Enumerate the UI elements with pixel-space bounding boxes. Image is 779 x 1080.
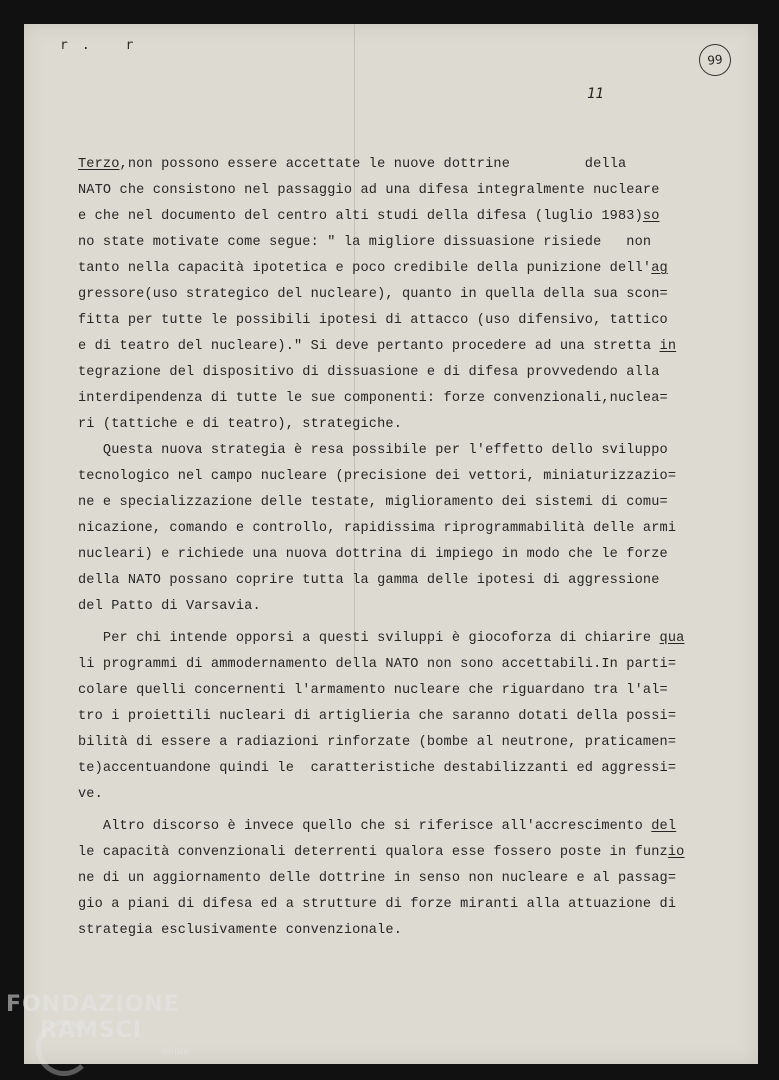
text-line	[78, 308, 744, 334]
text-line	[78, 386, 744, 412]
text-line	[78, 204, 744, 230]
text-line-segment: ve.	[78, 787, 103, 802]
text-line-segment: della NATO possano coprire tutta la gamma delle ipotesi di aggressione	[78, 573, 660, 588]
text-line	[78, 866, 744, 892]
text-line-segment: Per chi intende opporsi a questi sviluppi è giocoforza di chiarire	[78, 631, 660, 646]
watermark-onlus: onlus	[162, 1047, 189, 1057]
text-line	[78, 412, 744, 438]
text-line	[78, 360, 744, 386]
text-line	[78, 516, 744, 542]
text-line	[78, 814, 744, 840]
page-ordinal: 11	[587, 86, 604, 102]
text-line-segment: Altro discorso è invece quello che si riferisce all'accrescimento	[78, 819, 652, 834]
typewritten-body	[78, 152, 744, 944]
text-line	[78, 730, 744, 756]
text-line	[78, 840, 744, 866]
watermark-line1: FONDAZIONE	[6, 992, 180, 1017]
text-line	[78, 782, 744, 808]
text-line-segment: le capacità convenzionali deterrenti qualora esse fossero poste in funz	[78, 845, 668, 860]
text-line-segment: ri (tattiche e di teatro), strategiche.	[78, 417, 402, 432]
watermark-line2: RAMSCI	[40, 1018, 143, 1043]
text-line-segment: nicazione, comando e controllo, rapidissima riprogrammabilità delle armi	[78, 521, 677, 536]
text-line	[78, 438, 744, 464]
underlined-segment: qua	[659, 631, 685, 646]
text-line-segment: nucleari) e richiede una nuova dottrina di impiego in modo che le forze	[78, 547, 668, 562]
text-line	[78, 152, 744, 178]
text-line-segment: interdipendenza di tutte le sue componenti: forze convenzionali,nuclea=	[78, 391, 668, 406]
text-line	[78, 626, 744, 652]
text-line-segment: tanto nella capacità ipotetica e poco credibile della punizione dell'	[78, 261, 652, 276]
text-line-segment: gio a piani di difesa ed a strutture di forze miranti alla attuazione di	[78, 897, 677, 912]
text-line	[78, 490, 744, 516]
text-line-segment: no state motivate come segue: " la migliore dissuasione risiede non	[78, 235, 652, 250]
text-line-segment: gressore(uso strategico del nucleare), quanto in quella della sua scon=	[78, 287, 668, 302]
text-line	[78, 334, 744, 360]
text-line	[78, 652, 744, 678]
fondazione-gramsci-watermark	[6, 992, 189, 1057]
text-line-segment: strategia esclusivamente convenzionale.	[78, 923, 402, 938]
text-line	[78, 704, 744, 730]
text-line	[78, 542, 744, 568]
text-line	[78, 756, 744, 782]
text-line-segment: e di teatro del nucleare)." Si deve pertanto procedere ad una stretta	[78, 339, 660, 354]
text-line-segment: ne di un aggiornamento delle dottrine in senso non nucleare e al passag=	[78, 871, 677, 886]
text-line-segment: fitta per tutte le possibili ipotesi di attacco (uso difensivo, tattico	[78, 313, 668, 328]
text-line-segment: NATO che consistono nel passaggio ad una difesa integralmente nucleare	[78, 183, 660, 198]
text-line-segment: li programmi di ammodernamento della NATO non sono accettabili.In parti=	[78, 657, 677, 672]
text-line	[78, 464, 744, 490]
text-line-segment: Questa nuova strategia è resa possibile per l'effetto dello sviluppo	[78, 443, 668, 458]
text-line	[78, 178, 744, 204]
text-line-segment: e che nel documento del centro alti studi della difesa (luglio 1983)	[78, 209, 643, 224]
page-number: 99	[706, 52, 724, 68]
text-line-segment: del Patto di Varsavia.	[78, 599, 261, 614]
text-line	[78, 568, 744, 594]
text-line-segment: tecnologico nel campo nucleare (precisione dei vettori, miniaturizzazio=	[78, 469, 677, 484]
text-line	[78, 918, 744, 944]
text-line-segment: ,non possono essere accettate le nuove dottrine della	[119, 157, 627, 172]
underlined-segment: ag	[651, 261, 668, 276]
text-line-segment: ne e specializzazione delle testate, miglioramento dei sistemi di comu=	[78, 495, 668, 510]
text-line	[78, 230, 744, 256]
text-line	[78, 892, 744, 918]
text-line	[78, 678, 744, 704]
document-page	[24, 24, 758, 1064]
top-marks: r. r	[60, 38, 148, 53]
text-line-segment: tegrazione del dispositivo di dissuasione e di difesa provvedendo alla	[78, 365, 660, 380]
text-line-segment: bilità di essere a radiazioni rinforzate (bombe al neutrone, praticamen=	[78, 735, 677, 750]
text-line-segment: te)accentuandone quindi le caratteristiche destabilizzanti ed aggressi=	[78, 761, 677, 776]
text-line	[78, 282, 744, 308]
text-line	[78, 256, 744, 282]
text-line-segment: tro i proiettili nucleari di artiglieria che saranno dotati della possi=	[78, 709, 677, 724]
underlined-segment: in	[659, 339, 677, 354]
text-line-segment: colare quelli concernenti l'armamento nucleare che riguardano tra l'al=	[78, 683, 668, 698]
gramsci-g-logo-icon	[36, 1020, 92, 1076]
underlined-segment: del	[651, 819, 677, 834]
underlined-segment: so	[642, 209, 660, 224]
underlined-segment: io	[667, 845, 685, 860]
underlined-segment: Terzo	[78, 157, 120, 172]
text-line	[78, 594, 744, 620]
page-number-stamp	[697, 42, 732, 77]
